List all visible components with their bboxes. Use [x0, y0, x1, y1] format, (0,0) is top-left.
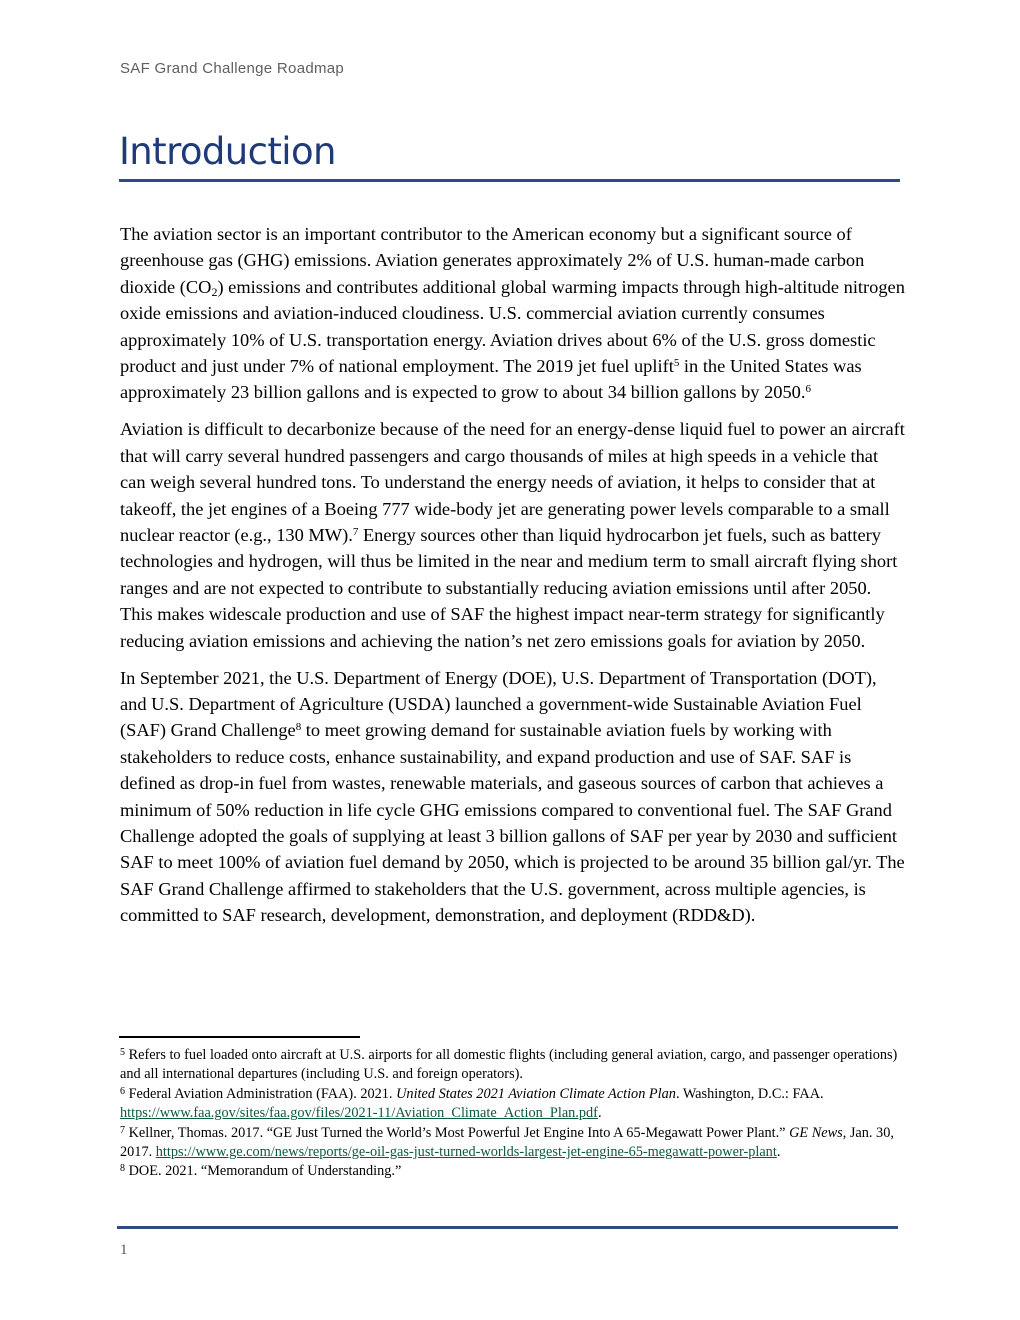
footer-rule: [117, 1226, 898, 1229]
footnote-7: $^7$ Kellner, Thomas. 2017. “GE Just Turned the World’s Most Powerful Jet Engine Into A 65-Megawatt Power Plant.” GE News, Jan. 30, 2017. https://www.ge.com/news/reports/ge-oil-gas-just-turned-worlds-largest-jet-engine-65-megawatt-power-plant.: [120, 1124, 894, 1161]
footnote-6: $^6$ Federal Aviation Administration (FAA). 2021. United States 2021 Aviation Climate Action Plan. Washington, D.C.: FAA. https://www.faa.gov/sites/faa.gov/files/2021-11/Aviation_Climate_Action_Plan.pdf.: [120, 1085, 824, 1122]
page-title: Introduction: [119, 130, 336, 173]
footnote-8: $^8$ DOE. 2021. “Memorandum of Understanding.”: [120, 1163, 402, 1180]
ge-news-link[interactable]: https://www.ge.com/news/reports/ge-oil-gas-just-turned-worlds-largest-jet-engine-65-megawatt-power-plant: [155, 1144, 777, 1161]
footnote-ref-5[interactable]: 5: [673, 357, 680, 370]
subscript: 2: [211, 284, 218, 299]
footnotes: [120, 1046, 905, 1182]
title-underline: [119, 179, 900, 182]
footnote-ref-6[interactable]: 6: [805, 383, 811, 396]
footnote-ref-7[interactable]: 7: [352, 525, 359, 538]
faa-plan-link[interactable]: https://www.faa.gov/sites/faa.gov/files/2021-11/Aviation_Climate_Action_Plan.pdf: [120, 1105, 598, 1122]
paragraph-2: Aviation is difficult to decarbonize because of the need for an energy-dense liquid fuel to power an aircraft that will carry several hundred passengers and cargo thousands of miles at high speeds in a vehicle that can weigh several hundred tons. To understand the energy needs of aviation, it helps to consider that at takeoff, the jet engines of a Boeing 777 wide-body jet are generating power levels comparable to a small nuclear reactor (e.g., 130 MW).$^7$ Energy sources other than liquid hydrocarbon jet fuels, such as battery technologies and hydrogen, will thus be limited in the near and medium term to small aircraft flying short ranges and are not expected to contribute to substantially reducing aviation emissions until after 2050. This makes widescale production and use of SAF the highest impact near-term strategy for significantly reducing aviation emissions and achieving the nation’s net zero emissions goals for aviation by 2050.: [120, 419, 905, 651]
page-number: 1: [120, 1242, 128, 1258]
paragraph-1: The aviation sector is an important contributor to the American economy but a significant source of greenhouse gas (GHG) emissions. Aviation generates approximately 2% of U.S. human-made carbon dioxide $(CO_2)$ emissions and contributes additional global warming impacts through high-altitude nitrogen oxide emissions and aviation-induced cloudiness. U.S. commercial aviation currently consumes approximately 10% of U.S. transportation energy. Aviation drives about 6% of the U.S. gross domestic product and just under 7% of national employment. The 2019 jet fuel uplift$^5$ in the United States was approximately 23 billion gallons and is expected to grow to about 34 billion gallons by 2050.$^6$: [120, 224, 905, 403]
running-header: SAF Grand Challenge Roadmap: [120, 60, 345, 77]
paragraph-3: In September 2021, the U.S. Department of Energy (DOE), U.S. Department of Transportation (DOT), and U.S. Department of Agriculture (USDA) launched a government-wide Sustainable Aviation Fuel (SAF) Grand Challenge$^8$ to meet growing demand for sustainable aviation fuels by working with stakeholders to reduce costs, enhance sustainability, and expand production and use of SAF. SAF is defined as drop-in fuel from wastes, renewable materials, and gaseous sources of carbon that achieves a minimum of 50% reduction in life cycle GHG emissions compared to conventional fuel. The SAF Grand Challenge adopted the goals of supplying at least 3 billion gallons of SAF per year by 2030 and sufficient SAF to meet 100% of aviation fuel demand by 2050, which is projected to be around 35 billion gal/yr. The SAF Grand Challenge affirmed to stakeholders that the U.S. government, across multiple agencies, is committed to SAF research, development, demonstration, and deployment (RDD&D).: [120, 667, 905, 926]
body-text: [120, 221, 905, 939]
footnote-ref-8[interactable]: 8: [295, 721, 302, 734]
footnote-separator: [119, 1036, 360, 1038]
footnote-5: $^5$ Refers to fuel loaded onto aircraft at U.S. airports for all domestic flights (including general aviation, cargo, and passenger operations) and all international departures (including U.S. and foreign operators).: [120, 1047, 898, 1083]
